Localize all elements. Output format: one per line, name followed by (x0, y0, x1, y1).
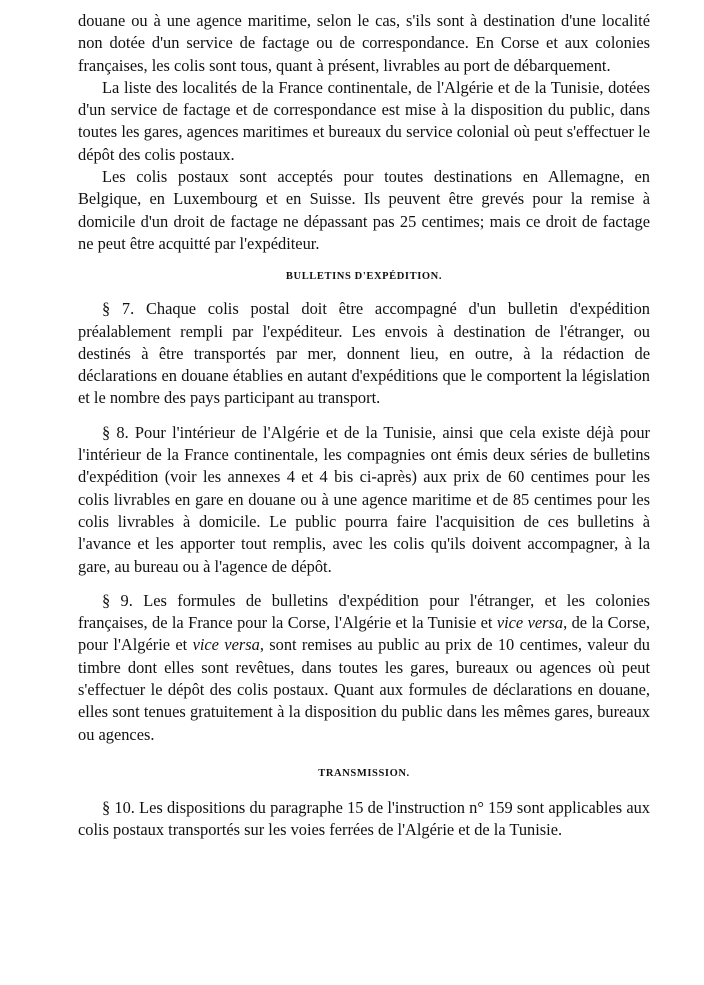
s9-text-c: , sont remises au public au prix de 10 centimes, valeur du timbre dont elles sont revêtues, dans toutes les gares, bureaux ou agences où peut s'effectuer le dépôt des colis postaux. Quant aux formules de déclarations en douane, elles sont tenues gratuitement à la disposition du public dans les mêmes gares, bureaux ou agences. (78, 635, 650, 744)
s9-text-b: , de la Corse, pour l'Algérie et (78, 613, 651, 655)
section-heading-bulletins: BULLETINS D'EXPÉDITION. (285, 271, 443, 283)
document-page (78, 10, 650, 842)
paragraph-s8: § 8. Pour l'intérieur de l'Algérie et de la Tunisie, ainsi que cela existe déjà pour l'intérieur de la France continentale, les compagnies ont émis deux séries de bulletins d'expédition (voir les annexes 4 et 4 bis ci-après) aux prix de 60 centimes pour les colis livrables en gare en douane ou à une agence maritime et de 85 centimes pour les colis livrables à domicile. Le public pourra faire l'acquisition de ces bulletins à l'avance et les apporter tout remplis, avec les colis qu'ils doivent accompagner, à la gare, au bureau ou à l'agence de dépôt. (78, 422, 650, 576)
paragraph-s9 (78, 590, 650, 746)
paragraph-s10: § 10. Les dispositions du paragraphe 15 de l'instruction n° 159 sont applicables aux colis postaux transportés sur les voies ferrées de l'Algérie et de la Tunisie. (78, 797, 650, 840)
section-heading-transmission: TRANSMISSION. (318, 767, 410, 779)
intro-paragraph-1: douane ou à une agence maritime, selon le cas, s'ils sont à destination d'une localité non dotée d'un service de factage ou de correspondance. En Corse et aux colonies françaises, les colis sont tous, quant à présent, livrables au port de débarquement. (78, 11, 650, 75)
s9-vice-versa-2: vice versa (192, 635, 260, 655)
s9-text-a: § 9. Les formules de bulletins d'expédition pour l'étranger, et les colonies françaises, de la France pour la Corse, l'Algérie et la Tunisie et (78, 590, 650, 633)
intro-paragraph-2: La liste des localités de la France continentale, de l'Algérie et de la Tunisie, dotées d'un service de factage et de correspondance est mise à la disposition du public, dans toutes les gares, agences maritimes et bureaux du service colonial où peut s'effectuer le dépôt des colis postaux. (78, 77, 650, 164)
s9-vice-versa-1: vice versa (496, 613, 564, 633)
paragraph-s7: § 7. Chaque colis postal doit être accompagné d'un bulletin d'expédition préalablement rempli par l'expéditeur. Les envois à destination de l'étranger, ou destinés à être transportés par mer, donnent lieu, en outre, à la rédaction de déclarations en douane établies en autant d'expéditions que le comportent la législation et le nombre des pays participant au transport. (78, 299, 650, 408)
intro-paragraph-3: Les colis postaux sont acceptés pour toutes destinations en Allemagne, en Belgique, en Luxembourg et en Suisse. Ils peuvent être grevés pour la remise à domicile d'un droit de factage ne dépassant pas 25 centimes; mais ce droit de factage ne peut être acquitté par l'expéditeur. (78, 167, 650, 253)
